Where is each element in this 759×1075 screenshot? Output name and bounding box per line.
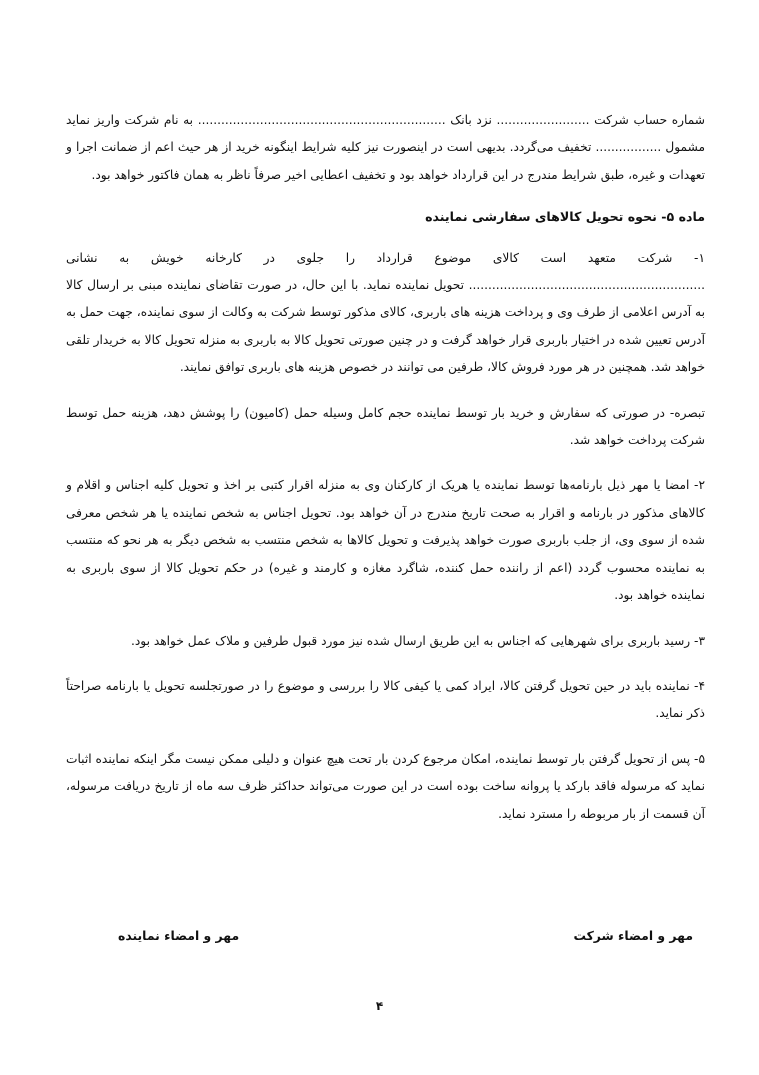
clause-1-paragraph: ۱- شرکت متعهد است کالای موضوع قرارداد را جلوی در کارخانه خویش به نشانی ............................................................. تحویل نماینده نماید. با این حال، در صورت تقاضای نماینده مبنی بر ارسال کالا به آدرس اعلامی از طرف وی و پرداخت هزینه های باربری، کالای مذکور توسط شرکت به وکالت از سوی نماینده، جهت حمل به آدرس تعیین شده در اختیار باربری قرار خواهد گرفت و در چنین صورتی تحویل کالا به باربری به منزله تحویل کالا به خریدار تلقی خواهد شد. همچنین در هر مورد فروش کالا، طرفین می توانند در خصوص هزینه های باربری توافق نمایند. <box>66 250 705 375</box>
note-paragraph: تبصره- در صورتی که سفارش و خرید بار توسط نماینده حجم کامل وسیله حمل (کامیون) را پوشش دهد، هزینه حمل توسط شرکت پرداخت خواهد شد. <box>66 405 705 448</box>
clause-3-paragraph: ۳- رسید باربری برای شهرهایی که اجناس به این طریق ارسال شده نیز مورد قبول طرفین و ملاک عمل خواهد بود. <box>130 633 705 648</box>
company-signature-label: مهر و امضاء شرکت <box>573 928 693 943</box>
page-number: ۴ <box>375 999 384 1013</box>
clause-2-paragraph: ۲- امضا یا مهر ذیل بارنامه‌ها توسط نماینده یا هریک از کارکنان وی به منزله اقرار کتبی بر اخذ و تحویل کلیه اجناس و اقلام و کالاهای مذکور در بارنامه و اقرار به صحت تاریخ مندرج در آن خواهد بود. تحویل اجناس به شخص نماینده یا هر شخص معرفی شده از سوی وی، از جلب باربری صورت خواهد پذیرفت و تحویل کالاها به شخص منتسب به شخص دیگر به هر نحو که منتسب به نماینده محسوب گردد (اعم از راننده حمل کننده، شاگرد مغازه و کارمند و غیره) در حکم تحویل کالا از سوی باربری به نماینده خواهد بود. <box>66 478 705 603</box>
clause-5-paragraph: ۵- پس از تحویل گرفتن بار توسط نماینده، امکان مرجوع کردن بار تحت هیچ عنوان و دلیلی ممکن نیست مگر اینکه نماینده اثبات نماید که مرسوله فاقد بارکد یا پروانه ساخت بوده است در این صورت می‌تواند حداکثر ظرف سه ماه از تاریخ دریافت مرسوله، آن قسمت از بار مربوطه را مسترد نماید. <box>66 751 705 821</box>
document-body <box>66 107 705 846</box>
intro-paragraph: شماره حساب شرکت ........................ نزد بانک ................................................................ به نام شرکت واریز نماید مشمول ................. تخفیف می‌گردد. بدیهی است در اینصورت نیز کلیه شرایط اینگونه خرید از هر حیث اعم از ضمانت اجرا و تعهدات و غیره، طبق شرایط مندرج در این قرارداد خواهد بود و تخفیف اعطایی اخیر صرفاً ناظر به همان فاکتور خواهد بود. <box>66 113 705 182</box>
clause-4-paragraph: ۴- نماینده باید در حین تحویل گرفتن کالا، ایراد کمی یا کیفی کالا را بررسی و موضوع را در صورتجلسه تحویل یا بارنامه صراحتاً ذکر نماید. <box>66 678 705 721</box>
representative-signature-label: مهر و امضاء نماینده <box>118 928 240 943</box>
article-5-heading: ماده ۵- نحوه تحویل کالاهای سفارشی نماینده <box>425 209 705 225</box>
